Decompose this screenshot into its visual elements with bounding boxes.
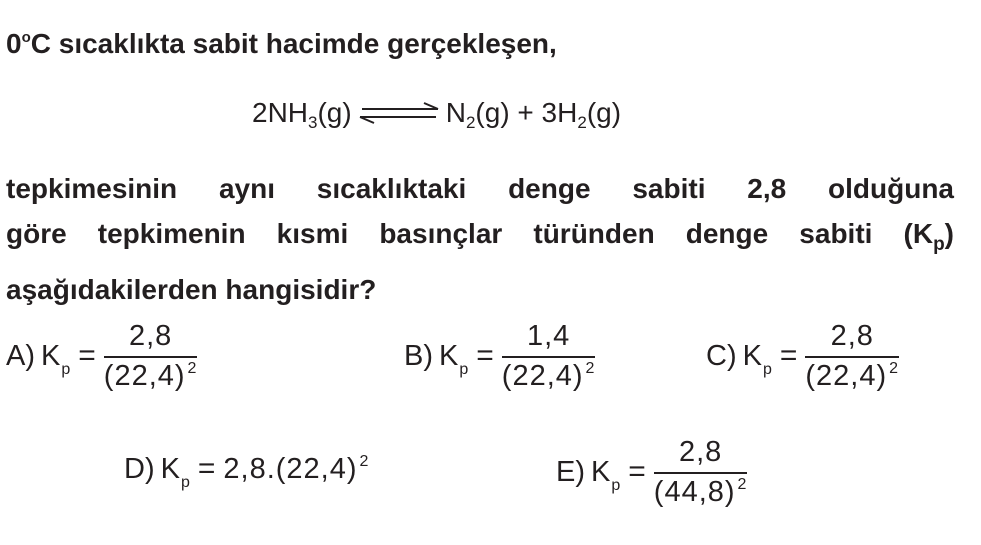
option-b-label: B) [404,339,433,372]
denominator: (22,4) $^2$ [501,359,596,392]
denominator: (44,8) $^2$ [653,475,748,508]
equals-sign: = [78,339,96,373]
kp-symbol: K p [439,339,469,378]
option-b[interactable] [404,320,595,393]
equilibrium-arrow-icon [358,99,440,131]
option-a[interactable] [6,320,197,393]
fraction [104,320,198,393]
equals-sign: = [628,455,646,489]
degree-symbol: o [21,29,31,46]
equals-sign: = [197,452,216,485]
equals-sign: = [779,339,798,373]
option-d[interactable] [124,452,370,491]
fraction [502,320,596,393]
fraction [654,436,748,509]
question-line-3: aşağıdakilerden hangisidir? [6,274,377,305]
denominator: (22,4) $^2$ [103,359,198,392]
numerator: 2,8 [830,320,874,352]
reactant-formula: $2NH_3(g)$ [252,97,352,132]
equals-sign: = [476,339,494,373]
question-line-1: tepkimesinin aynı sıcaklıktaki denge sabiti 2,8 olduğuna [6,173,954,204]
fraction [805,320,899,393]
chemical-equation [252,97,621,133]
numerator: 1,4 [526,320,571,352]
question-line-2: göre tepkimenin kısmi basınçlar türünden denge sabiti $(K_p)$ [6,218,954,255]
kp-symbol: K p [41,339,71,378]
question-text [6,166,954,312]
kp-symbol: K p [160,452,190,491]
numerator: 2,8 [678,436,723,468]
product-expression: 2,8.(22,4) $^2$ [223,452,370,485]
title-temperature: 0 [6,28,22,59]
question-intro [6,28,557,60]
option-e-label: E) [556,455,585,488]
kp-symbol: K p [742,339,772,378]
option-c[interactable] [706,320,899,393]
option-e[interactable] [556,436,747,509]
option-d-label: D) [124,452,155,485]
option-a-label: A) [6,339,35,372]
denominator: (22,4) $^2$ [805,359,900,392]
product-formula: $N_2(g) + 3H_2(g)$ [445,97,622,132]
option-c-label: C) [706,339,737,372]
title-text: C sıcaklıkta sabit hacimde gerçekleşen, [30,28,557,59]
numerator: 2,8 [128,320,173,352]
kp-symbol: K p [591,455,621,494]
